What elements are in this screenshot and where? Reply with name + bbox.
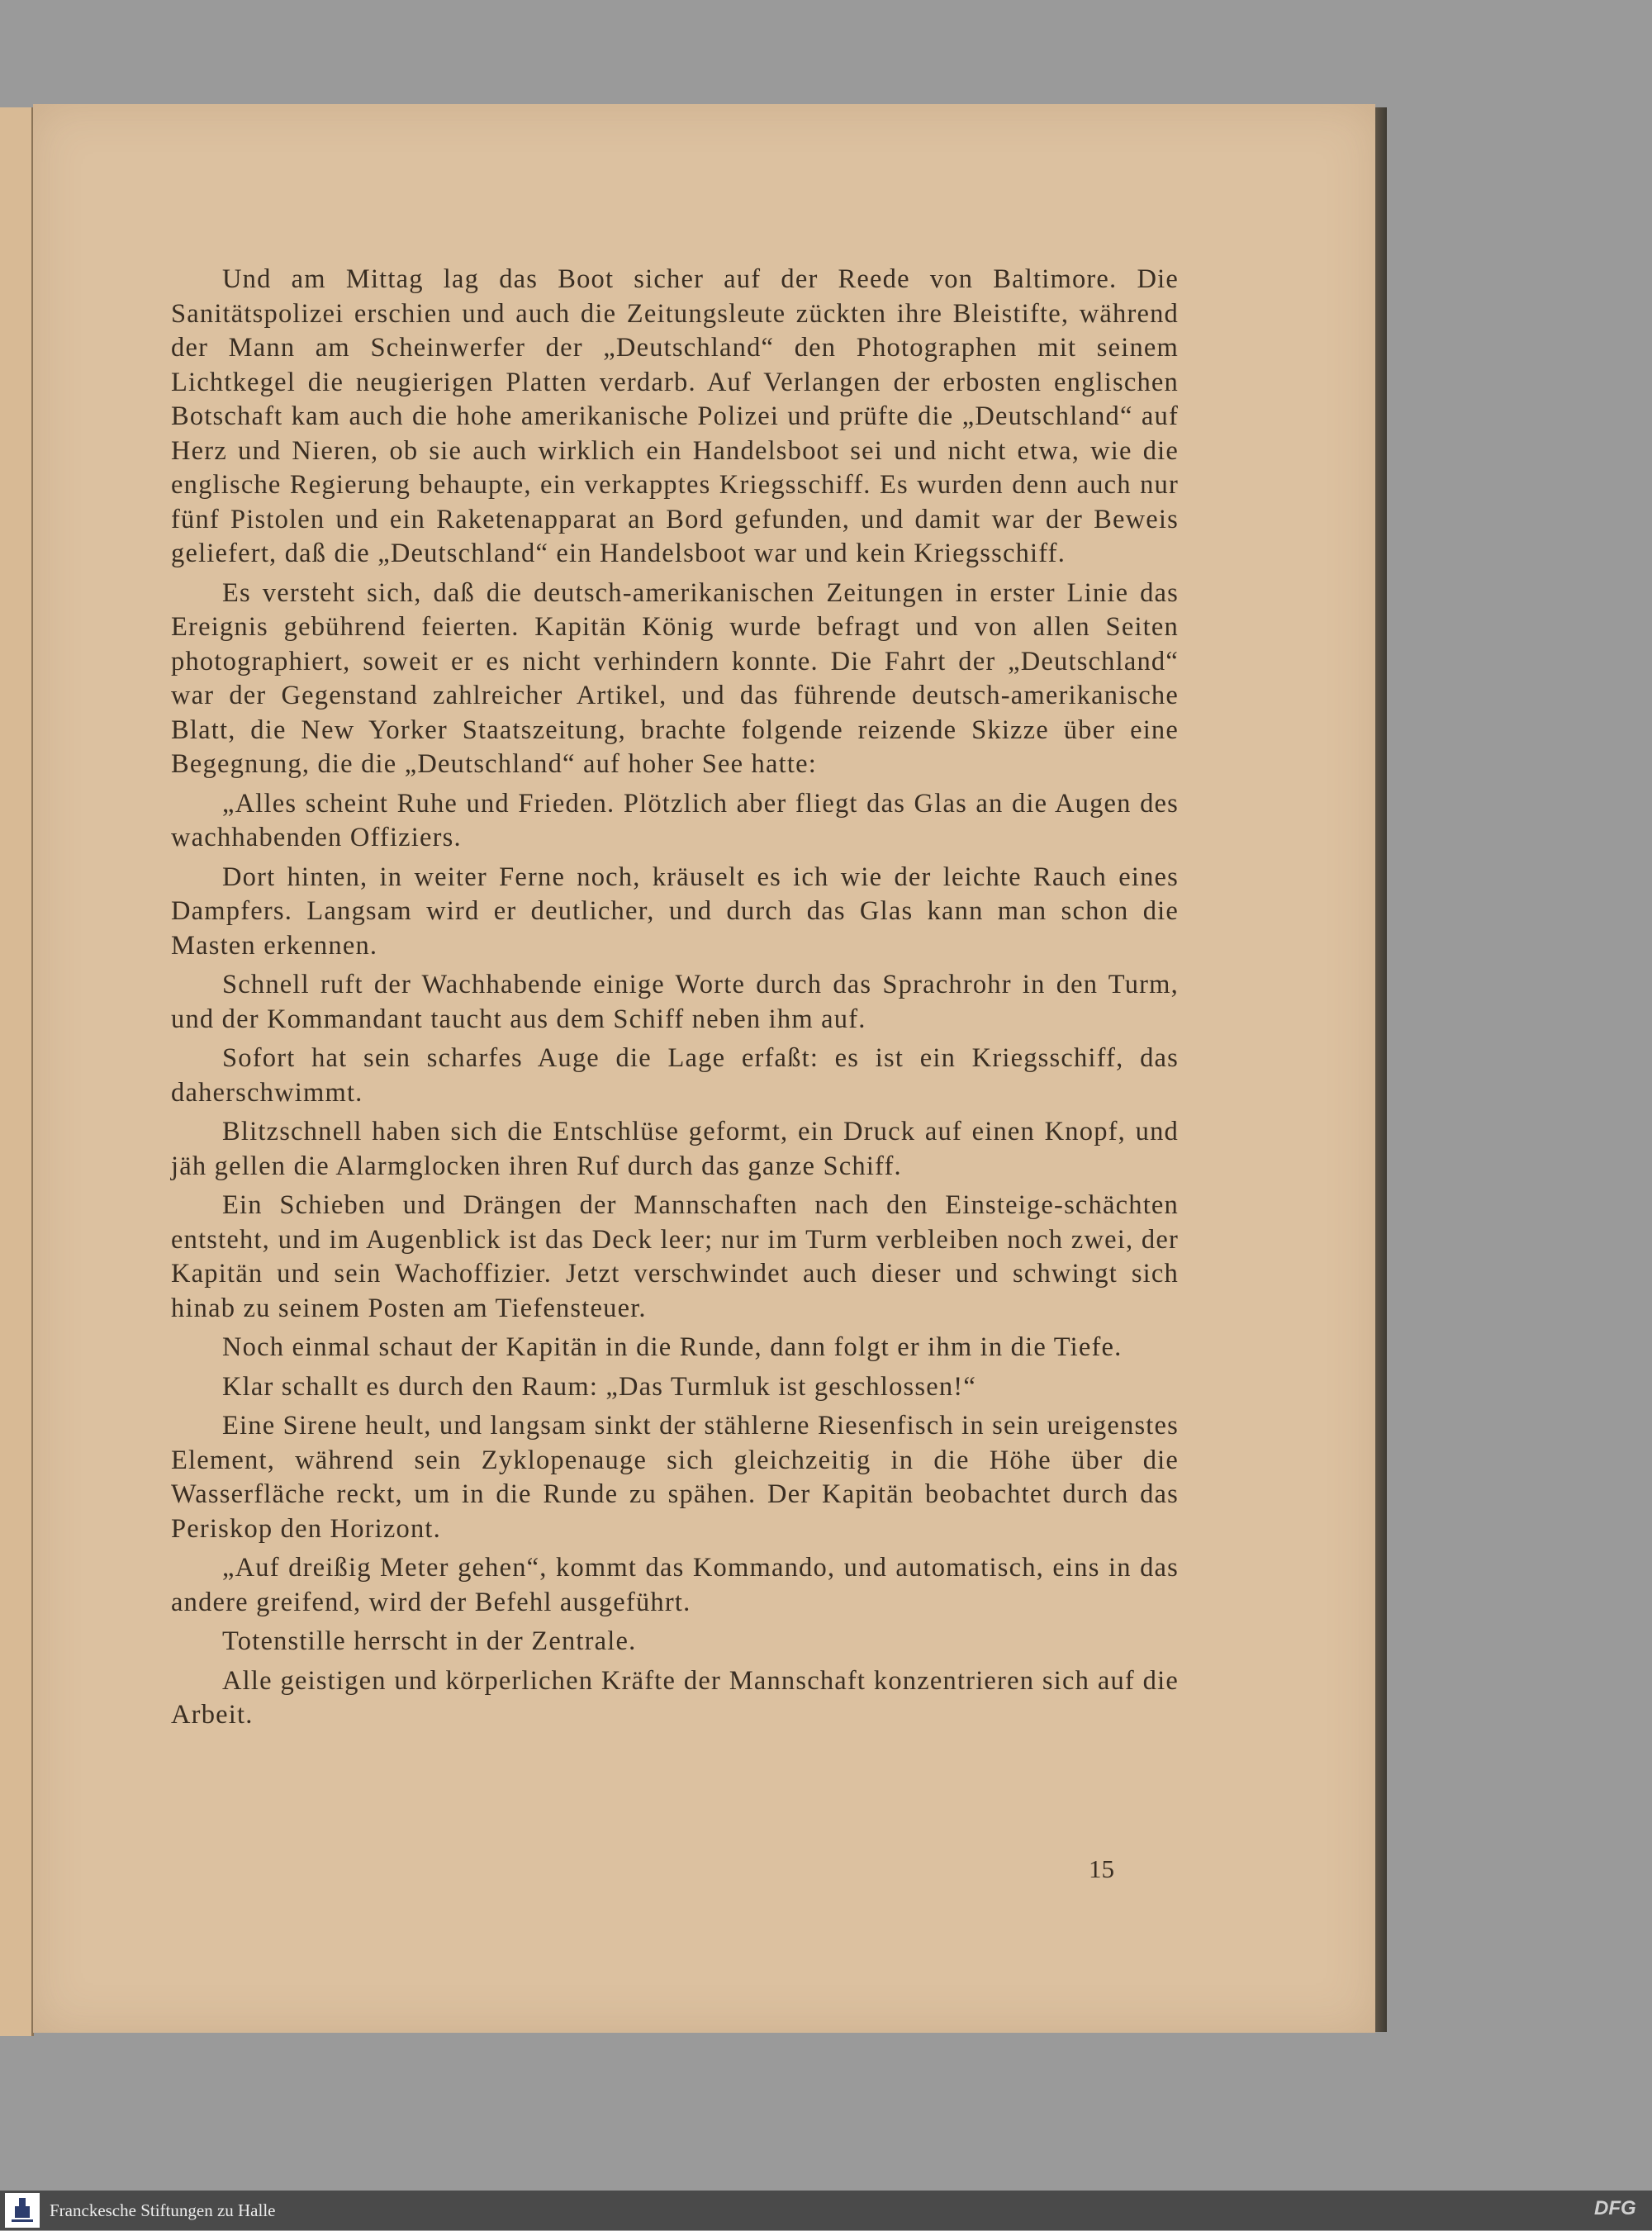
paragraph: „Auf dreißig Meter gehen“, kommt das Kommando, und automatisch, eins in das andere greifend, wird der Befehl ausgeführt. bbox=[171, 1553, 1179, 1617]
paragraph: „Alles scheint Ruhe und Frieden. Plötzlich aber fliegt das Glas an die Augen des wachhabenden Offiziers. bbox=[171, 788, 1179, 852]
paragraph: Noch einmal schaut der Kapitän in die Runde, dann folgt er ihm in die Tiefe. bbox=[222, 1332, 1123, 1362]
paragraph: Alle geistigen und körperlichen Kräfte der Mannschaft konzentrieren sich auf die Arbeit. bbox=[171, 1665, 1179, 1730]
paragraph: Schnell ruft der Wachhabende einige Worte durch das Sprachrohr in den Turm, und der Kommandant taucht aus dem Schiff neben ihm auf. bbox=[171, 970, 1179, 1034]
paragraph: Und am Mittag lag das Boot sicher auf der Reede von Baltimore. Die Sanitätspolizei erschien und auch die Zeitungsleute zückten ihre Bleistifte, während der Mann am Scheinwerfer der „Deutschland“ den Photographen mit seinem Lichtkegel die neugierigen Platten verdarb. Auf Verlangen der erbosten englischen Botschaft kam auch die hohe amerikanische Polizei und prüfte die „Deutschland“ auf Herz und Nieren, ob sie auch wirklich ein Handelsboot sei und nicht etwa, wie die englische Regierung behaupte, ein verkapptes Kriegsschiff. Es wurden denn auch nur fünf Pistolen und ein Raketenapparat an Bord gefunden, und damit war der Beweis geliefert, daß die „Deutschland“ ein Handelsboot war und kein Kriegsschiff. bbox=[171, 264, 1179, 568]
paragraph: Eine Sirene heult, und langsam sinkt der stählerne Riesenfisch in sein ureigenstes Element, während sein Zyklopenauge sich gleichzeitig in die Höhe über die Wasserfläche reckt, um in die Runde zu spähen. Der Kapitän beobachtet durch das Periskop den Horizont. bbox=[171, 1411, 1179, 1544]
page-right-edge bbox=[1375, 107, 1387, 2032]
body-text bbox=[171, 263, 1179, 1738]
paragraph: Es versteht sich, daß die deutsch-amerikanischen Zeitungen in erster Linie das Ereignis gebührend feierten. Kapitän König wurde befragt und von allen Seiten photographiert, soweit er es nicht verhindern konnte. Die Fahrt der „Deutschland“ war der Gegenstand zahlreicher Artikel, und das führende deutsch-amerikanische Blatt, die New Yorker Staatszeitung, brachte folgende reizende Skizze über eine Begegnung, die die „Deutschland“ auf hoher See hatte: bbox=[171, 577, 1179, 779]
paragraph: Klar schallt es durch den Raum: „Das Turmluk ist geschlossen!“ bbox=[222, 1371, 976, 1402]
paragraph: Ein Schieben und Drängen der Mannschaften nach den Einsteige-schächten entsteht, und im Augenblick ist das Deck leer; nur im Turm verbleiben noch zwei, der Kapitän und sein Wachoffizier. Jetzt verschwindet auch dieser und schwingt sich hinab zu seinem Posten am Tiefensteuer. bbox=[171, 1190, 1179, 1323]
page-number: 15 bbox=[1089, 1854, 1114, 1883]
institution-label: Franckesche Stiftungen zu Halle bbox=[50, 2200, 276, 2220]
paragraph: Dort hinten, in weiter Ferne noch, kräuselt es ich wie der leichte Rauch eines Dampfers. Langsam wird er deutlicher, und durch das Glas kann man schon die Masten erkennen. bbox=[171, 862, 1179, 961]
dfg-brand: DFG bbox=[1594, 2197, 1636, 2219]
left-page-edge bbox=[0, 107, 34, 2036]
paragraph: Blitzschnell haben sich die Entschlüse geformt, ein Druck auf einen Knopf, und jäh gellen die Alarmglocken ihren Ruf durch das ganze Schiff. bbox=[171, 1117, 1179, 1181]
paragraph: Sofort hat sein scharfes Auge die Lage erfaßt: es ist ein Kriegsschiff, das daherschwimmt. bbox=[171, 1043, 1179, 1108]
paragraph: Totenstille herrscht in der Zentrale. bbox=[222, 1626, 637, 1656]
institution-logo-icon bbox=[5, 2193, 40, 2228]
